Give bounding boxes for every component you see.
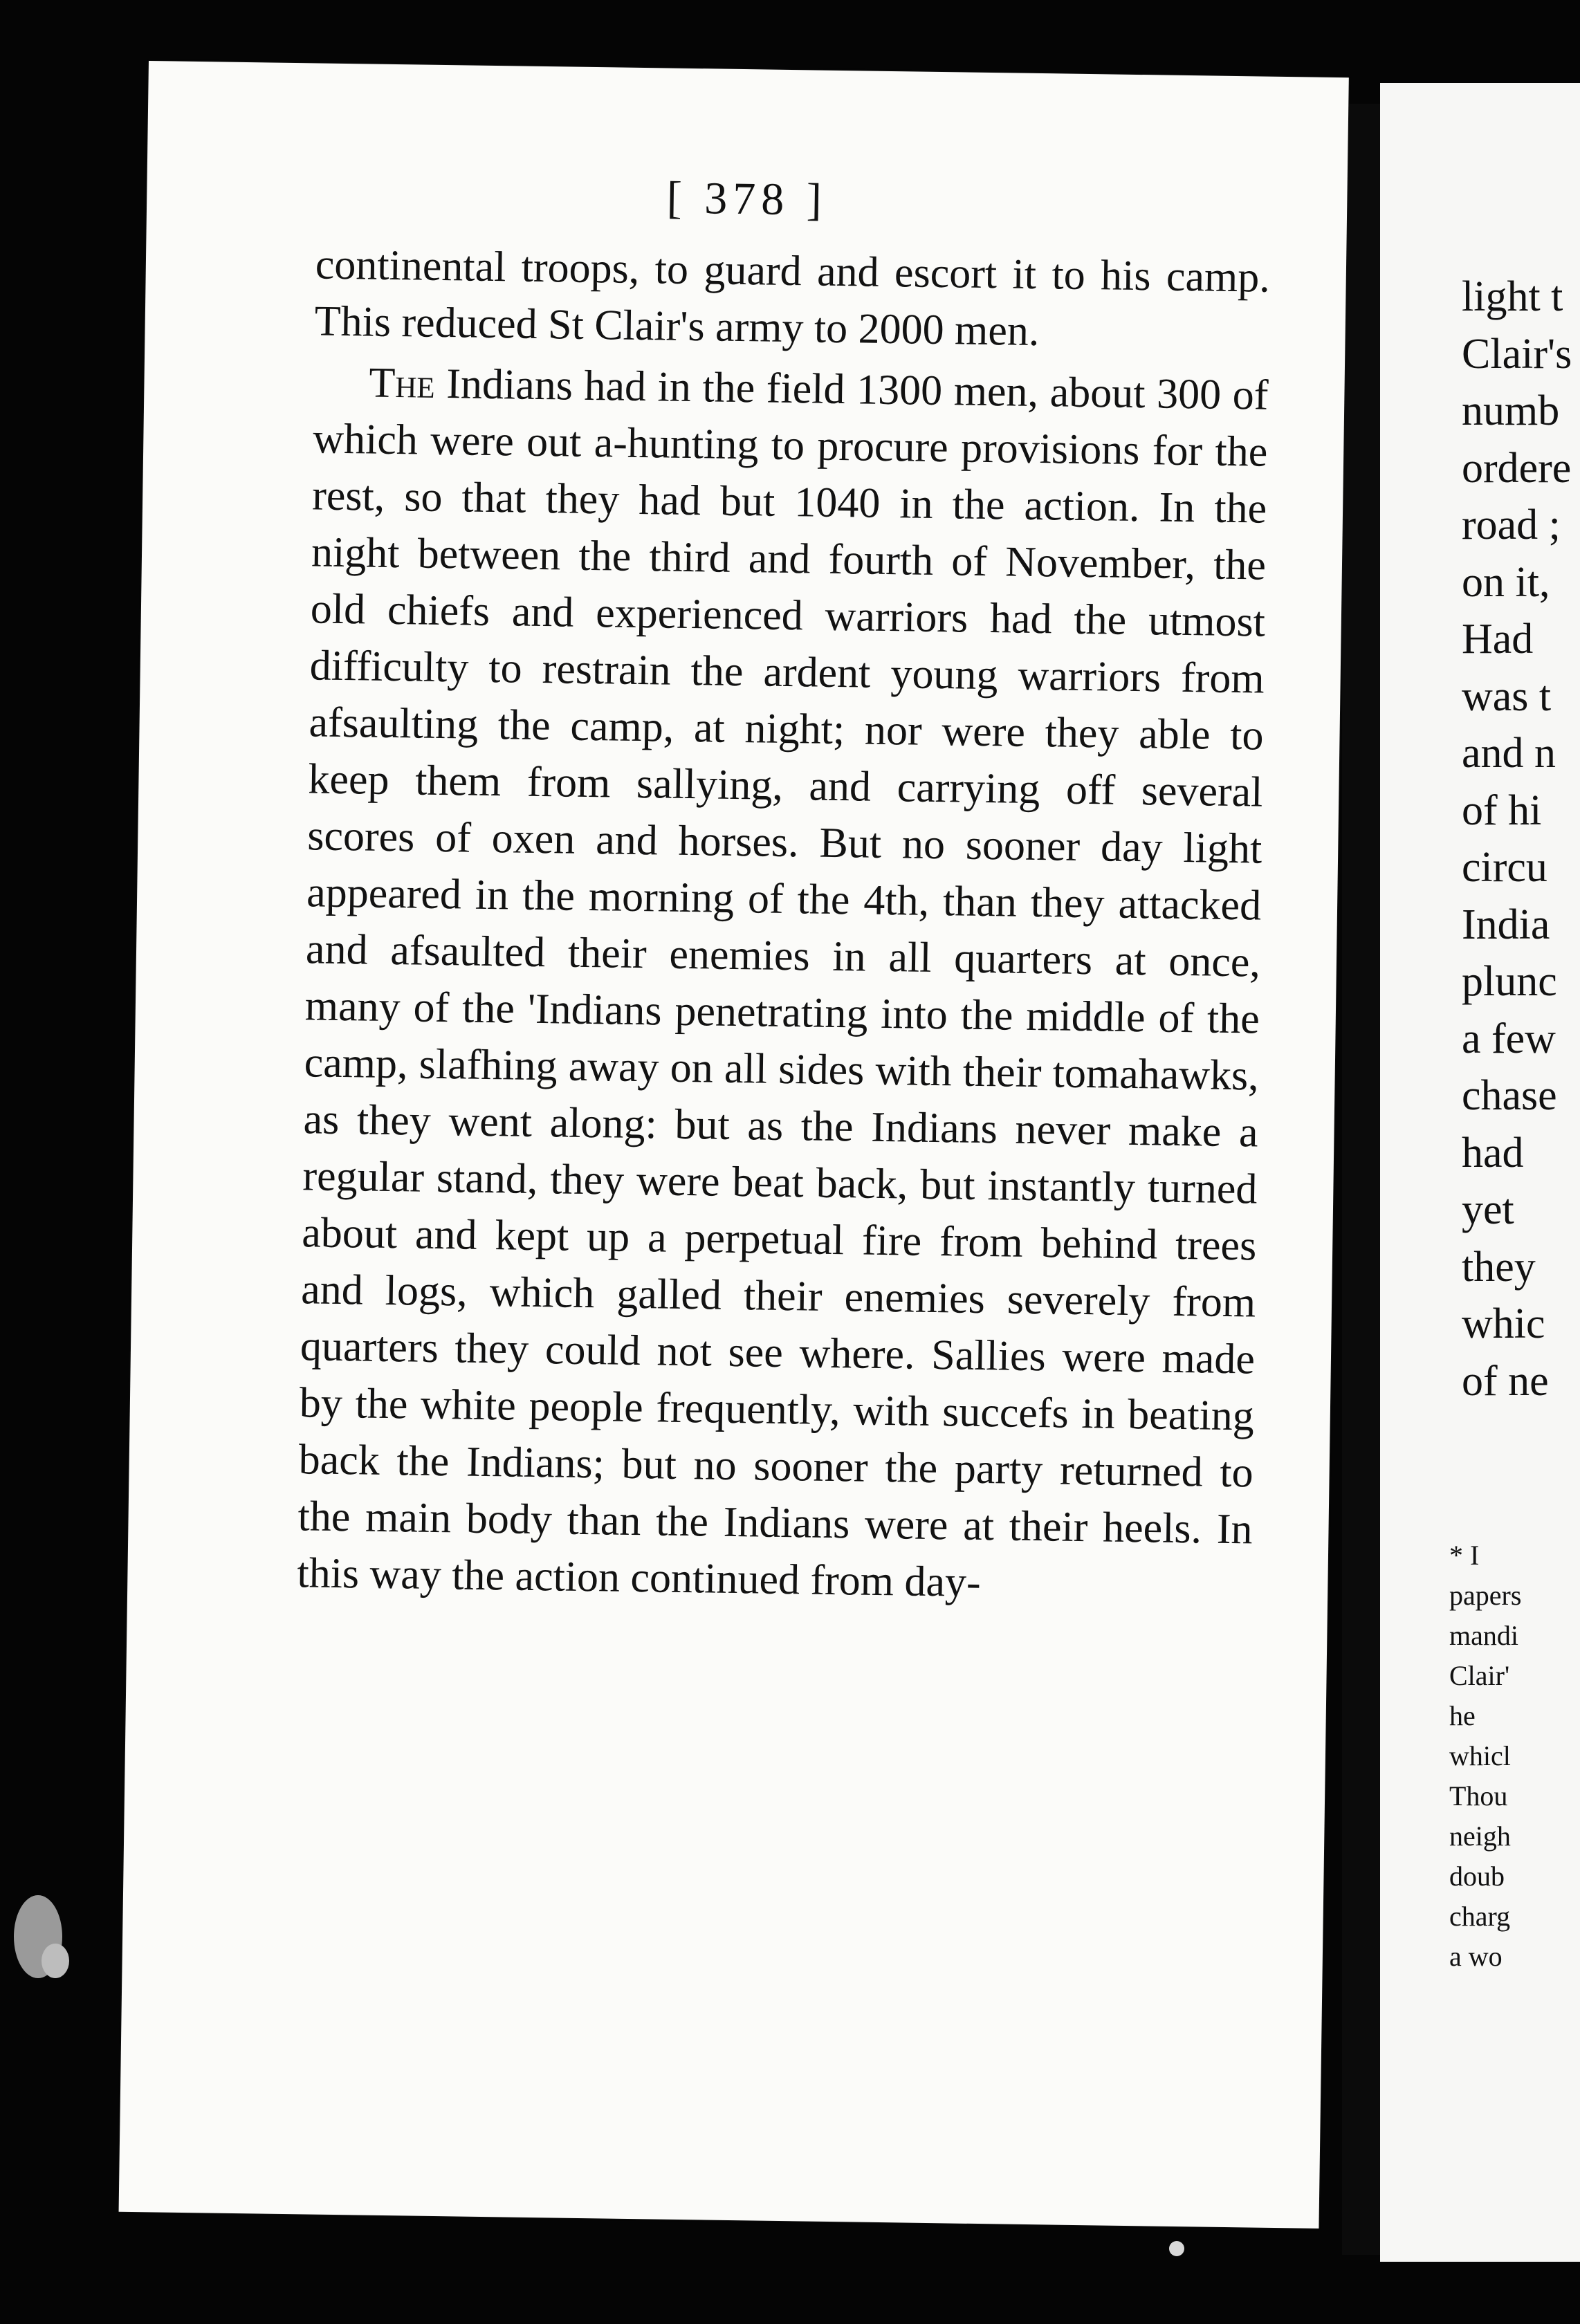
paragraph-2 bbox=[297, 353, 1269, 1614]
footnote-line: doub bbox=[1449, 1861, 1505, 1892]
facing-line: they bbox=[1462, 1243, 1536, 1291]
paragraph-2-lead: The bbox=[369, 359, 436, 407]
scan-speck bbox=[1169, 2241, 1184, 2256]
paragraph-1: continental troops, to guard and escort it to his camp. This reduced St Clair's army to 2000 men. bbox=[314, 241, 1271, 356]
facing-line: chase bbox=[1462, 1072, 1557, 1119]
footnote-line: Clair' bbox=[1449, 1660, 1510, 1691]
facing-line: plunc bbox=[1462, 958, 1557, 1005]
paragraph-2-text: Indians had in the field 1300 men, about 300 of which were out a-hunting to procure provisions for the rest, so that they had but 1040 in the action. In the night between the third and fourth of November, the old chiefs and experienced warriors had the utmost difficulty to restrain the ardent young warriors from afsaulting the camp, at night; nor were they able to keep them from sallying, and carrying off several scores of oxen and horses. But no sooner day light appeared in the morning of the 4th, than they attacked and afsaulted their enemies in all quarters at once, many of the 'Indians penetrating into the middle of the camp, slafhing away on all sides with their tomahawks, as they went along: but as the Indians never make a regular stand, they were beat back, but instantly turned about and kept up a perpetual fire from behind trees and logs, which galled their enemies severely from quarters they could not see where. Sallies were made by the white people frequently, with succefs in beating back the Indians; but no sooner the party returned to the main body than the Indians were at their heels. In this way the action continued from day- bbox=[297, 360, 1269, 1607]
footnote-line: he bbox=[1449, 1700, 1476, 1731]
facing-line: India bbox=[1462, 901, 1550, 948]
book-gutter bbox=[1342, 104, 1384, 2255]
facing-page-lines bbox=[1462, 268, 1572, 1410]
scan-speck bbox=[42, 1944, 69, 1978]
facing-line: on it, bbox=[1462, 558, 1550, 606]
footnote-line: charg bbox=[1449, 1901, 1511, 1932]
left-page bbox=[119, 61, 1349, 2229]
facing-line: was t bbox=[1462, 672, 1552, 720]
footnote-line: * I bbox=[1449, 1540, 1480, 1571]
facing-page-footnotes bbox=[1449, 1536, 1521, 1977]
footnote-line: a wo bbox=[1449, 1941, 1503, 1972]
facing-line: of ne bbox=[1462, 1357, 1549, 1405]
footnote-line: whicl bbox=[1449, 1740, 1511, 1771]
facing-line: numb bbox=[1462, 387, 1560, 434]
facing-line: and n bbox=[1462, 730, 1556, 777]
footnote-line: mandi bbox=[1449, 1620, 1518, 1651]
facing-line: Clair's bbox=[1462, 330, 1572, 378]
facing-line: a few bbox=[1462, 1015, 1556, 1062]
facing-line: circu bbox=[1462, 844, 1547, 891]
facing-line: had bbox=[1462, 1129, 1524, 1177]
facing-line: light t bbox=[1462, 273, 1563, 320]
facing-line: ordere bbox=[1462, 444, 1572, 492]
facing-line: of hi bbox=[1462, 786, 1542, 834]
page-body bbox=[297, 236, 1270, 1614]
facing-line: Had bbox=[1462, 616, 1534, 663]
footnote-line: papers bbox=[1449, 1580, 1522, 1611]
facing-line: yet bbox=[1462, 1186, 1514, 1233]
footnote-line: Thou bbox=[1449, 1780, 1508, 1811]
facing-line: road ; bbox=[1462, 501, 1561, 548]
facing-page bbox=[1380, 83, 1580, 2262]
facing-line: whic bbox=[1462, 1300, 1545, 1347]
footnote-line: neigh bbox=[1449, 1820, 1511, 1852]
page-number: [ 378 ] bbox=[666, 172, 828, 225]
